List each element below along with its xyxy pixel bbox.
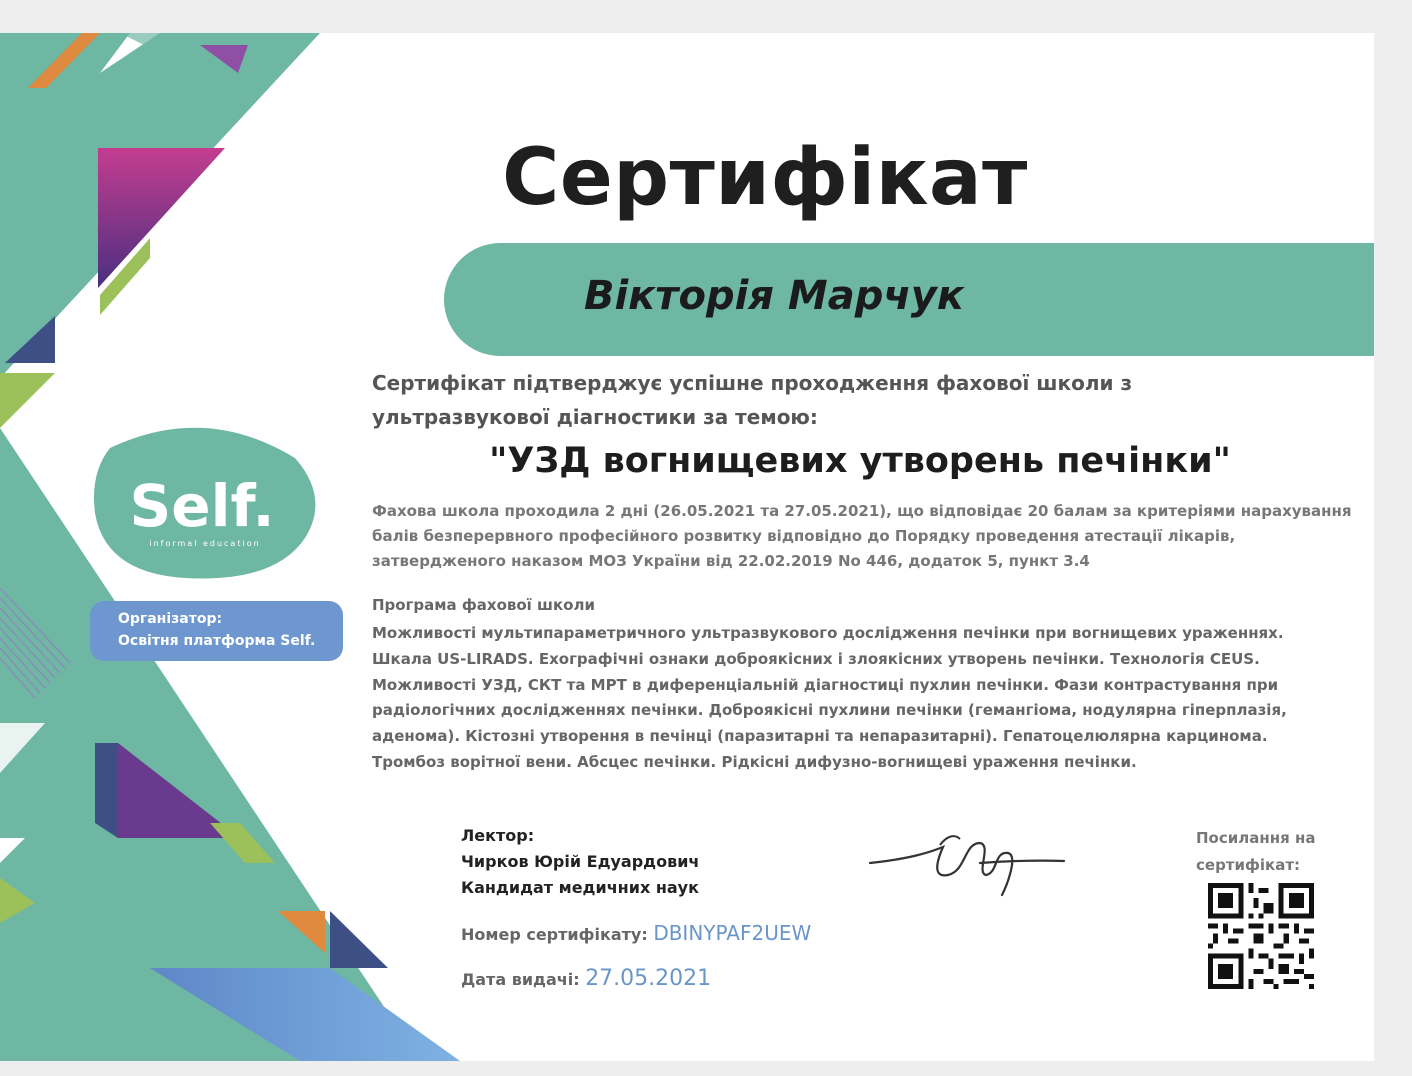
- logo-text: Self.: [129, 472, 275, 540]
- organizer-value: Освітня платформа Self.: [118, 633, 316, 649]
- qr-code-icon[interactable]: [1208, 883, 1314, 989]
- certificate-number-value: DBINYPAF2UEW: [653, 921, 812, 945]
- lecturer-label: Лектор:: [461, 826, 535, 845]
- lecturer-name: Чирков Юрій Едуардович: [461, 852, 700, 871]
- self-logo: [90, 418, 320, 583]
- certificate-sheet: [0, 33, 1374, 1061]
- lecturer-block: [461, 823, 699, 901]
- lecturer-degree: Кандидат медичних наук: [461, 878, 699, 897]
- certificate-number: [461, 921, 811, 945]
- issue-date-value: 27.05.2021: [585, 966, 712, 991]
- program-text: Можливості мультипараметричного ультразвукового дослідження печінки при вогнищевих ураженнях. Шкала US-LIRADS. Ехографічні ознаки доброякісних і злоякісних утворень печінки. Технологія CEUS. Можливості УЗД, СКТ та МРТ в диференціальній діагностиці пухлин печінки. Фази контрастування при радіологічних дослідженнях печінки. Доброякісні пухлини печінки (гемангіома, нодулярна гіперплазія, аденома). Кістозні утворення в печінці (паразитарні та непаразитарні). Гепатоцелюлярна карцинома. Тромбоз ворітної вени. Абсцес печінки. Рідкісні дифузно-вогнищеві ураження печінки.: [372, 624, 1287, 771]
- signature-icon: [868, 823, 1068, 903]
- certificate-number-label: Номер сертифікату:: [461, 925, 648, 944]
- name-banner: [444, 243, 1374, 356]
- course-details: Фахова школа проходила 2 дні (26.05.2021 та 27.05.2021), що відповідає 20 балам за критеріями нарахування балів безперервного професійного розвитку відповідно до Порядку проведення атестації лікарів, затвердженого наказом МОЗ України від 22.02.2019 No 446, додаток 5, пункт 3.4: [372, 502, 1352, 570]
- course-topic: "УЗД вогнищевих утворень печінки": [489, 441, 1231, 481]
- issue-date-label: Дата видачі:: [461, 970, 580, 989]
- organizer-badge: [90, 601, 343, 661]
- recipient-name: Вікторія Марчук: [583, 273, 965, 319]
- certificate-title: Сертифікат: [502, 133, 1028, 223]
- logo-tagline: informal education: [149, 539, 261, 548]
- intro-text: Сертифікат підтверджує успішне проходження фахової школи з ультразвукової діагностики за темою:: [372, 371, 1133, 429]
- issue-date: [461, 966, 711, 991]
- certificate-link-label: Посилання на сертифікат:: [1196, 829, 1316, 874]
- organizer-label: Організатор:: [118, 611, 223, 627]
- program-title: Програма фахової школи: [372, 596, 595, 614]
